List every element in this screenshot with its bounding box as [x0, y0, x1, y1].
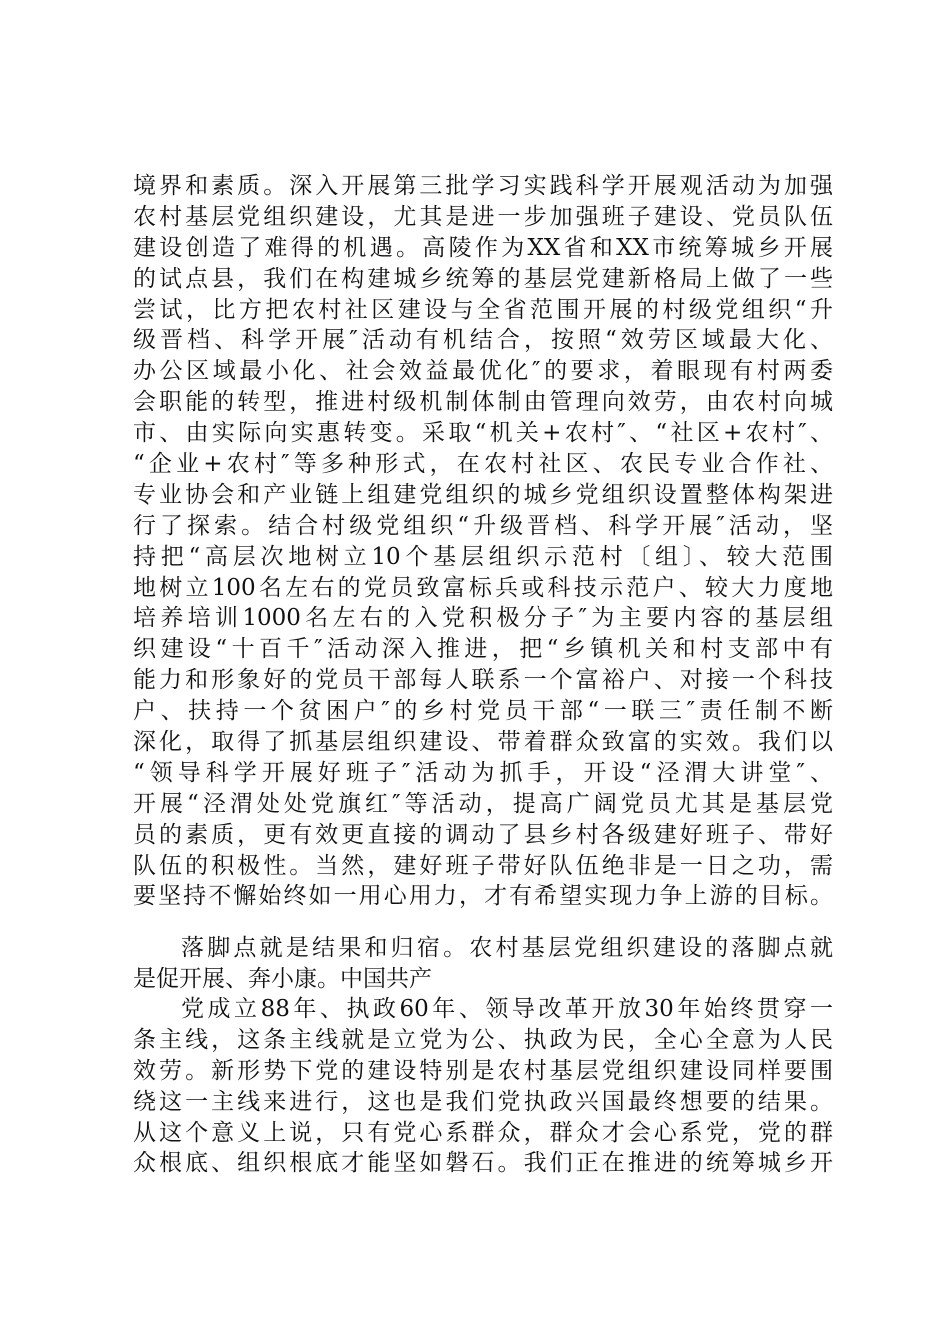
paragraph-3-line: 条主线，这条主线就是立党为公、执政为民，全心全意为人民 [133, 1026, 833, 1053]
paragraph-3 [133, 994, 833, 1179]
paragraph-1-line: 培养培训1000名左右的入党积极分子″为主要内容的基层组 [133, 605, 833, 632]
paragraph-1-line: 行了探索。结合村级党组织“升级晋档、科学开展″活动，坚 [133, 512, 833, 539]
paragraph-3-line: 众根底、组织根底才能坚如磐石。我们正在推进的统筹城乡开 [133, 1150, 833, 1177]
paragraph-2-line: 落脚点就是结果和归宿。农村基层党组织建设的落脚点就 [181, 935, 833, 961]
paragraph-1 [133, 171, 833, 912]
paragraph-1-line: 开展“泾渭处处党旗红″等活动，提高广阔党员尤其是基层党 [133, 790, 833, 817]
paragraph-3-line: 绕这一主线来进行，这也是我们党执政兴国最终想要的结果。 [133, 1088, 833, 1115]
paragraph-1-line: 要坚持不懈始终如一用心用力，才有希望实现力争上游的目标。 [133, 883, 833, 910]
paragraph-1-line: 织建设“十百千″活动深入推进，把“乡镇机关和村支部中有 [133, 636, 833, 663]
paragraph-1-line: 办公区域最小化、社会效益最优化″的要求，着眼现有村两委 [133, 358, 833, 385]
paragraph-2 [133, 933, 833, 995]
paragraph-1-line: “领导科学开展好班子″活动为抓手，开设“泾渭大讲堂″、 [133, 759, 833, 786]
paragraph-1-line: 专业协会和产业链上组建党组织的城乡党组织设置整体构架进 [133, 481, 833, 508]
paragraph-3-line: 党成立88年、执政60年、领导改革开放30年始终贯穿一 [181, 996, 833, 1022]
paragraph-1-line: 尝试，比方把农村社区建设与全省范围开展的村级党组织“升 [133, 296, 833, 323]
paragraph-1-line: 队伍的积极性。当然，建好班子带好队伍绝非是一日之功，需 [133, 852, 833, 879]
paragraph-1-line: 级晋档、科学开展″活动有机结合，按照“效劳区域最大化、 [133, 327, 833, 354]
paragraph-3-line: 从这个意义上说，只有党心系群众，群众才会心系党，党的群 [133, 1119, 833, 1146]
paragraph-2-line: 是促开展、奔小康。中国共产 [133, 965, 432, 992]
paragraph-1-line: 能力和形象好的党员干部每人联系一个富裕户、对接一个科技 [133, 667, 833, 694]
paragraph-1-line: 建设创造了难得的机遇。高陵作为XX省和XX市统筹城乡开展 [133, 234, 833, 261]
paragraph-3-line: 效劳。新形势下党的建设特别是农村基层党组织建设同样要围 [133, 1057, 833, 1084]
paragraph-1-line: 农村基层党组织建设，尤其是进一步加强班子建设、党员队伍 [133, 203, 833, 230]
paragraph-1-line: 户、扶持一个贫困户″的乡村党员干部“一联三″责任制不断 [133, 698, 833, 725]
paragraph-1-line: 员的素质，更有效更直接的调动了县乡村各级建好班子、带好 [133, 821, 833, 848]
paragraph-1-line: 持把“高层次地树立10个基层组织示范村〔组〕、较大范围 [133, 543, 833, 570]
paragraph-1-line: “企业+农村″等多种形式，在农村社区、农民专业合作社、 [133, 451, 833, 478]
paragraph-1-line: 会职能的转型，推进村级机制体制由管理向效劳，由农村向城 [133, 389, 833, 416]
paragraph-1-line: 市、由实际向实惠转变。采取“机关+农村″、“社区+农村″、 [133, 420, 833, 447]
paragraph-1-line: 深化，取得了抓基层组织建设、带着群众致富的实效。我们以 [133, 729, 833, 756]
paragraph-1-line: 地树立100名左右的党员致富标兵或科技示范户、较大力度地 [133, 574, 833, 601]
paragraph-1-line: 境界和素质。深入开展第三批学习实践科学开展观活动为加强 [133, 173, 833, 199]
paragraph-1-line: 的试点县，我们在构建城乡统筹的基层党建新格局上做了一些 [133, 265, 833, 292]
